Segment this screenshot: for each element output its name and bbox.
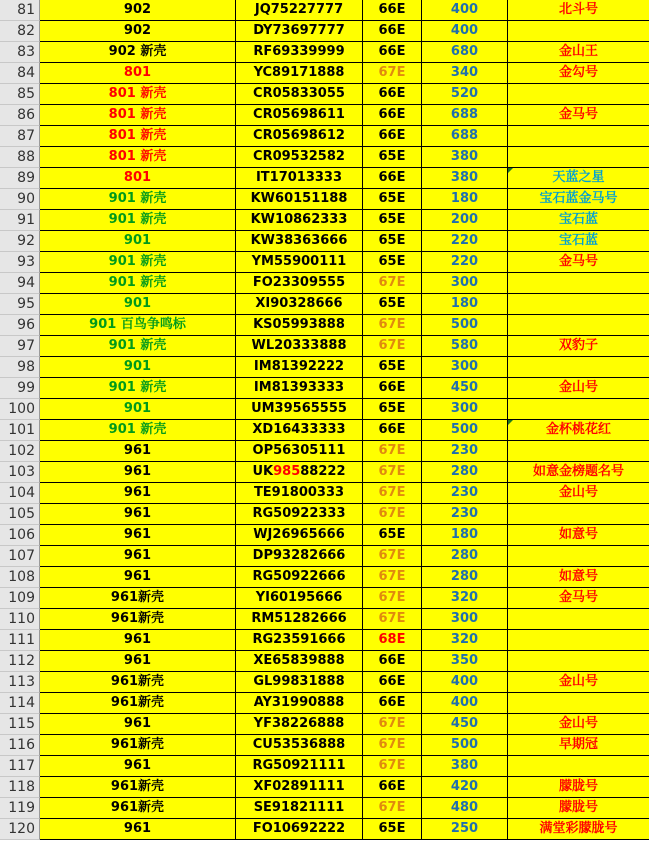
capacity-cell[interactable]: 66E <box>363 168 422 189</box>
row-number[interactable]: 106 <box>0 525 40 546</box>
price-cell[interactable]: 380 <box>422 756 508 777</box>
price-cell[interactable]: 350 <box>422 651 508 672</box>
nickname-cell[interactable]: 双豹子 <box>508 336 649 357</box>
capacity-cell[interactable]: 66E <box>363 42 422 63</box>
model-cell[interactable]: 901 <box>40 399 236 420</box>
table-row[interactable] <box>0 21 649 42</box>
row-number[interactable]: 104 <box>0 483 40 504</box>
nickname-cell[interactable] <box>508 441 649 462</box>
nickname-cell[interactable]: 北斗号 <box>508 0 649 21</box>
model-cell[interactable]: 801 <box>40 168 236 189</box>
table-row[interactable] <box>0 42 649 63</box>
price-cell[interactable]: 280 <box>422 546 508 567</box>
capacity-cell[interactable]: 66E <box>363 378 422 399</box>
price-cell[interactable]: 230 <box>422 441 508 462</box>
row-number[interactable]: 110 <box>0 609 40 630</box>
row-number[interactable]: 92 <box>0 231 40 252</box>
serial-prefix: UK <box>252 464 274 479</box>
serial-cell[interactable]: YC89171888 <box>236 63 363 84</box>
price-cell[interactable]: 420 <box>422 777 508 798</box>
row-number[interactable]: 108 <box>0 567 40 588</box>
row-number[interactable]: 97 <box>0 336 40 357</box>
price-cell[interactable]: 520 <box>422 84 508 105</box>
nickname-cell[interactable]: 金勾号 <box>508 63 649 84</box>
capacity-cell[interactable]: 66E <box>363 0 422 21</box>
nickname-cell[interactable]: 天蓝之星 <box>508 168 649 189</box>
table-row[interactable] <box>0 819 649 840</box>
table-row[interactable] <box>0 84 649 105</box>
model-cell[interactable]: 961新壳 <box>40 672 236 693</box>
model-cell[interactable]: 961 <box>40 462 236 483</box>
serial-cell[interactable]: TE91800333 <box>236 483 363 504</box>
capacity-cell[interactable]: 67E <box>363 441 422 462</box>
nickname-cell[interactable]: 朦胧号 <box>508 777 649 798</box>
capacity-cell[interactable]: 66E <box>363 126 422 147</box>
row-number[interactable]: 91 <box>0 210 40 231</box>
table-row[interactable] <box>0 231 649 252</box>
price-cell[interactable]: 380 <box>422 147 508 168</box>
row-number[interactable]: 86 <box>0 105 40 126</box>
serial-cell[interactable]: CR05833055 <box>236 84 363 105</box>
row-number[interactable]: 116 <box>0 735 40 756</box>
nickname-cell[interactable]: 金山王 <box>508 42 649 63</box>
capacity-cell[interactable]: 65E <box>363 252 422 273</box>
capacity-cell[interactable]: 65E <box>363 294 422 315</box>
serial-cell[interactable]: XD16433333 <box>236 420 363 441</box>
nickname-cell[interactable]: 如意号 <box>508 525 649 546</box>
table-row[interactable] <box>0 189 649 210</box>
row-number[interactable]: 113 <box>0 672 40 693</box>
nickname-cell[interactable]: 宝石蓝金马号 <box>508 189 649 210</box>
model-cell[interactable]: 961 <box>40 630 236 651</box>
serial-cell[interactable]: JQ75227777 <box>236 0 363 21</box>
nickname-cell[interactable]: 金杯桃花红 <box>508 420 649 441</box>
price-cell[interactable]: 320 <box>422 630 508 651</box>
serial-cell[interactable] <box>236 462 363 483</box>
row-number[interactable]: 100 <box>0 399 40 420</box>
serial-cell[interactable]: XE65839888 <box>236 651 363 672</box>
price-cell[interactable]: 180 <box>422 189 508 210</box>
nickname-cell[interactable]: 金马号 <box>508 252 649 273</box>
capacity-cell[interactable]: 66E <box>363 420 422 441</box>
model-cell[interactable]: 801 新壳 <box>40 105 236 126</box>
capacity-cell[interactable]: 67E <box>363 315 422 336</box>
price-cell[interactable]: 500 <box>422 315 508 336</box>
table-row[interactable] <box>0 504 649 525</box>
nickname-cell[interactable] <box>508 504 649 525</box>
serial-cell[interactable]: WJ26965666 <box>236 525 363 546</box>
table-row[interactable] <box>0 336 649 357</box>
capacity-cell[interactable]: 65E <box>363 357 422 378</box>
row-number[interactable]: 103 <box>0 462 40 483</box>
price-cell[interactable]: 400 <box>422 672 508 693</box>
serial-cell[interactable]: GL99831888 <box>236 672 363 693</box>
model-cell[interactable]: 801 新壳 <box>40 84 236 105</box>
capacity-cell[interactable]: 67E <box>363 588 422 609</box>
price-cell[interactable]: 680 <box>422 42 508 63</box>
table-row[interactable] <box>0 105 649 126</box>
row-number[interactable]: 95 <box>0 294 40 315</box>
serial-cell[interactable]: IM81393333 <box>236 378 363 399</box>
nickname-cell[interactable]: 金马号 <box>508 588 649 609</box>
serial-cell[interactable]: RG50922666 <box>236 567 363 588</box>
model-cell[interactable]: 901 <box>40 357 236 378</box>
price-cell[interactable]: 400 <box>422 0 508 21</box>
nickname-cell[interactable]: 金马号 <box>508 105 649 126</box>
table-row[interactable] <box>0 273 649 294</box>
nickname-cell[interactable] <box>508 84 649 105</box>
table-row[interactable] <box>0 399 649 420</box>
row-number[interactable]: 101 <box>0 420 40 441</box>
serial-cell[interactable]: XF02891111 <box>236 777 363 798</box>
row-number[interactable]: 112 <box>0 651 40 672</box>
price-cell[interactable]: 300 <box>422 273 508 294</box>
table-row[interactable] <box>0 651 649 672</box>
model-cell[interactable]: 901 新壳 <box>40 378 236 399</box>
nickname-cell[interactable] <box>508 546 649 567</box>
capacity-cell[interactable]: 67E <box>363 273 422 294</box>
serial-cell[interactable]: UM39565555 <box>236 399 363 420</box>
model-cell[interactable]: 961新壳 <box>40 798 236 819</box>
serial-highlight: 985 <box>273 464 301 479</box>
nickname-cell[interactable] <box>508 126 649 147</box>
model-cell[interactable]: 901 新壳 <box>40 189 236 210</box>
capacity-cell[interactable]: 65E <box>363 147 422 168</box>
nickname-cell[interactable]: 早期冠 <box>508 735 649 756</box>
serial-cell[interactable]: OP56305111 <box>236 441 363 462</box>
row-number[interactable]: 118 <box>0 777 40 798</box>
price-cell[interactable]: 400 <box>422 21 508 42</box>
price-cell[interactable]: 500 <box>422 735 508 756</box>
model-cell[interactable]: 961 <box>40 504 236 525</box>
capacity-cell[interactable]: 65E <box>363 189 422 210</box>
nickname-cell[interactable] <box>508 147 649 168</box>
model-cell[interactable]: 961新壳 <box>40 609 236 630</box>
table-row[interactable] <box>0 252 649 273</box>
serial-cell[interactable]: KW38363666 <box>236 231 363 252</box>
model-cell[interactable]: 961 <box>40 714 236 735</box>
serial-cell[interactable]: WL20333888 <box>236 336 363 357</box>
model-cell[interactable]: 901 <box>40 294 236 315</box>
nickname-cell[interactable] <box>508 609 649 630</box>
table-row[interactable] <box>0 525 649 546</box>
model-cell[interactable]: 801 <box>40 63 236 84</box>
price-cell[interactable]: 220 <box>422 252 508 273</box>
serial-suffix: 88222 <box>300 464 346 479</box>
price-cell[interactable]: 400 <box>422 693 508 714</box>
nickname-cell[interactable] <box>508 651 649 672</box>
table-row[interactable] <box>0 735 649 756</box>
nickname-cell[interactable]: 金山号 <box>508 378 649 399</box>
model-cell[interactable]: 961 <box>40 546 236 567</box>
row-number[interactable]: 84 <box>0 63 40 84</box>
nickname-cell[interactable]: 如意金榜题名号 <box>508 462 649 483</box>
row-number[interactable]: 88 <box>0 147 40 168</box>
nickname-cell[interactable]: 满堂彩朦胧号 <box>508 819 649 840</box>
model-cell[interactable]: 961新壳 <box>40 735 236 756</box>
price-cell[interactable]: 180 <box>422 294 508 315</box>
serial-cell[interactable]: KS05993888 <box>236 315 363 336</box>
row-number[interactable]: 90 <box>0 189 40 210</box>
model-cell[interactable]: 961 <box>40 525 236 546</box>
serial-cell[interactable]: DY73697777 <box>236 21 363 42</box>
table-row[interactable] <box>0 210 649 231</box>
table-row[interactable] <box>0 126 649 147</box>
nickname-cell[interactable] <box>508 399 649 420</box>
model-cell[interactable]: 961 <box>40 483 236 504</box>
nickname-cell[interactable] <box>508 693 649 714</box>
nickname-cell[interactable]: 金山号 <box>508 714 649 735</box>
price-cell[interactable]: 180 <box>422 525 508 546</box>
table-row[interactable] <box>0 0 649 21</box>
capacity-cell[interactable]: 67E <box>363 567 422 588</box>
nickname-cell[interactable]: 金山号 <box>508 483 649 504</box>
row-number[interactable]: 105 <box>0 504 40 525</box>
model-cell[interactable]: 801 新壳 <box>40 126 236 147</box>
serial-cell[interactable]: KW10862333 <box>236 210 363 231</box>
capacity-cell[interactable]: 66E <box>363 21 422 42</box>
price-cell[interactable]: 230 <box>422 504 508 525</box>
nickname-cell[interactable] <box>508 630 649 651</box>
price-cell[interactable]: 480 <box>422 798 508 819</box>
table-row[interactable] <box>0 147 649 168</box>
model-cell[interactable]: 901 新壳 <box>40 336 236 357</box>
capacity-cell[interactable]: 67E <box>363 609 422 630</box>
row-number[interactable]: 114 <box>0 693 40 714</box>
row-number[interactable]: 96 <box>0 315 40 336</box>
model-cell[interactable]: 902 新壳 <box>40 42 236 63</box>
nickname-cell[interactable]: 朦胧号 <box>508 798 649 819</box>
table-row[interactable] <box>0 546 649 567</box>
capacity-cell[interactable]: 67E <box>363 735 422 756</box>
nickname-cell[interactable] <box>508 357 649 378</box>
serial-cell[interactable]: FO23309555 <box>236 273 363 294</box>
row-number[interactable]: 81 <box>0 0 40 21</box>
serial-cell[interactable]: RG23591666 <box>236 630 363 651</box>
capacity-cell[interactable]: 65E <box>363 399 422 420</box>
model-cell[interactable]: 901 <box>40 231 236 252</box>
model-cell[interactable]: 961 <box>40 819 236 840</box>
capacity-cell[interactable]: 65E <box>363 525 422 546</box>
serial-cell[interactable]: CR05698612 <box>236 126 363 147</box>
row-number[interactable]: 119 <box>0 798 40 819</box>
table-row[interactable] <box>0 693 649 714</box>
row-number[interactable]: 115 <box>0 714 40 735</box>
model-cell[interactable]: 902 <box>40 21 236 42</box>
capacity-cell[interactable]: 67E <box>363 504 422 525</box>
row-number[interactable]: 82 <box>0 21 40 42</box>
table-row[interactable] <box>0 777 649 798</box>
nickname-cell[interactable] <box>508 756 649 777</box>
price-cell[interactable]: 220 <box>422 231 508 252</box>
serial-cell[interactable]: SE91821111 <box>236 798 363 819</box>
capacity-cell[interactable]: 65E <box>363 210 422 231</box>
capacity-cell[interactable]: 66E <box>363 777 422 798</box>
serial-cell[interactable]: IT17013333 <box>236 168 363 189</box>
row-number[interactable]: 83 <box>0 42 40 63</box>
model-cell[interactable]: 801 新壳 <box>40 147 236 168</box>
table-row[interactable] <box>0 609 649 630</box>
price-cell[interactable]: 340 <box>422 63 508 84</box>
price-cell[interactable]: 300 <box>422 399 508 420</box>
table-row[interactable] <box>0 63 649 84</box>
row-number[interactable]: 120 <box>0 819 40 840</box>
capacity-cell[interactable]: 66E <box>363 693 422 714</box>
table-row[interactable] <box>0 441 649 462</box>
table-row[interactable] <box>0 315 649 336</box>
model-cell[interactable]: 961 <box>40 651 236 672</box>
price-cell[interactable]: 688 <box>422 126 508 147</box>
capacity-cell[interactable]: 66E <box>363 672 422 693</box>
table-row[interactable] <box>0 567 649 588</box>
serial-cell[interactable]: CR05698611 <box>236 105 363 126</box>
serial-cell[interactable]: AY31990888 <box>236 693 363 714</box>
serial-cell[interactable]: KW60151188 <box>236 189 363 210</box>
serial-cell[interactable]: CR09532582 <box>236 147 363 168</box>
model-cell[interactable]: 902 <box>40 0 236 21</box>
table-row[interactable] <box>0 798 649 819</box>
capacity-cell[interactable]: 66E <box>363 105 422 126</box>
nickname-cell[interactable]: 宝石蓝 <box>508 231 649 252</box>
table-row[interactable] <box>0 357 649 378</box>
capacity-cell[interactable]: 67E <box>363 756 422 777</box>
serial-cell[interactable]: RG50921111 <box>236 756 363 777</box>
price-cell[interactable]: 500 <box>422 420 508 441</box>
row-number[interactable]: 87 <box>0 126 40 147</box>
nickname-cell[interactable]: 金山号 <box>508 672 649 693</box>
price-cell[interactable]: 250 <box>422 819 508 840</box>
price-cell[interactable]: 688 <box>422 105 508 126</box>
capacity-cell[interactable]: 66E <box>363 651 422 672</box>
price-cell[interactable]: 450 <box>422 378 508 399</box>
row-number[interactable]: 94 <box>0 273 40 294</box>
model-cell[interactable]: 961新壳 <box>40 588 236 609</box>
price-cell[interactable]: 300 <box>422 357 508 378</box>
serial-cell[interactable]: FO10692222 <box>236 819 363 840</box>
capacity-cell[interactable]: 67E <box>363 798 422 819</box>
capacity-cell[interactable]: 67E <box>363 714 422 735</box>
table-row[interactable] <box>0 483 649 504</box>
table-row[interactable] <box>0 294 649 315</box>
table-row[interactable] <box>0 672 649 693</box>
price-cell[interactable]: 230 <box>422 483 508 504</box>
row-number[interactable]: 107 <box>0 546 40 567</box>
serial-cell[interactable]: XI90328666 <box>236 294 363 315</box>
serial-cell[interactable]: YF38226888 <box>236 714 363 735</box>
price-cell[interactable]: 300 <box>422 609 508 630</box>
table-row[interactable] <box>0 756 649 777</box>
model-cell[interactable]: 961新壳 <box>40 693 236 714</box>
table-row[interactable] <box>0 630 649 651</box>
price-cell[interactable]: 320 <box>422 588 508 609</box>
capacity-cell[interactable]: 65E <box>363 819 422 840</box>
model-cell[interactable]: 901 新壳 <box>40 252 236 273</box>
price-cell[interactable]: 200 <box>422 210 508 231</box>
row-number[interactable]: 102 <box>0 441 40 462</box>
table-row[interactable] <box>0 378 649 399</box>
capacity-cell[interactable]: 66E <box>363 84 422 105</box>
nickname-cell[interactable] <box>508 273 649 294</box>
price-cell[interactable]: 450 <box>422 714 508 735</box>
nickname-cell[interactable]: 宝石蓝 <box>508 210 649 231</box>
capacity-cell[interactable]: 67E <box>363 63 422 84</box>
table-row[interactable] <box>0 168 649 189</box>
capacity-cell[interactable]: 65E <box>363 231 422 252</box>
serial-cell[interactable]: RF69339999 <box>236 42 363 63</box>
nickname-cell[interactable] <box>508 21 649 42</box>
price-cell[interactable]: 280 <box>422 567 508 588</box>
row-number[interactable]: 111 <box>0 630 40 651</box>
row-number[interactable]: 117 <box>0 756 40 777</box>
table-row[interactable] <box>0 420 649 441</box>
price-cell[interactable]: 280 <box>422 462 508 483</box>
model-cell[interactable]: 901 百鸟争鸣标 <box>40 315 236 336</box>
table-row[interactable] <box>0 588 649 609</box>
table-row[interactable] <box>0 462 649 483</box>
capacity-cell[interactable]: 67E <box>363 462 422 483</box>
row-number[interactable]: 98 <box>0 357 40 378</box>
nickname-cell[interactable] <box>508 315 649 336</box>
serial-cell[interactable]: RG50922333 <box>236 504 363 525</box>
model-cell[interactable]: 961新壳 <box>40 777 236 798</box>
serial-cell[interactable]: YM55900111 <box>236 252 363 273</box>
model-cell[interactable]: 901 新壳 <box>40 210 236 231</box>
serial-cell[interactable]: DP93282666 <box>236 546 363 567</box>
model-cell[interactable]: 961 <box>40 756 236 777</box>
nickname-cell[interactable]: 如意号 <box>508 567 649 588</box>
row-number[interactable]: 85 <box>0 84 40 105</box>
row-number[interactable]: 109 <box>0 588 40 609</box>
capacity-cell[interactable]: 67E <box>363 336 422 357</box>
serial-cell[interactable]: CU53536888 <box>236 735 363 756</box>
row-number[interactable]: 93 <box>0 252 40 273</box>
nickname-cell[interactable] <box>508 294 649 315</box>
price-cell[interactable]: 580 <box>422 336 508 357</box>
row-number[interactable]: 89 <box>0 168 40 189</box>
row-number[interactable]: 99 <box>0 378 40 399</box>
price-cell[interactable]: 380 <box>422 168 508 189</box>
serial-cell[interactable]: YI60195666 <box>236 588 363 609</box>
serial-cell[interactable]: IM81392222 <box>236 357 363 378</box>
model-cell[interactable]: 961 <box>40 441 236 462</box>
model-cell[interactable]: 961 <box>40 567 236 588</box>
model-cell[interactable]: 901 新壳 <box>40 273 236 294</box>
capacity-cell[interactable]: 68E <box>363 630 422 651</box>
table-row[interactable] <box>0 714 649 735</box>
model-cell[interactable]: 901 新壳 <box>40 420 236 441</box>
capacity-cell[interactable]: 67E <box>363 546 422 567</box>
capacity-cell[interactable]: 67E <box>363 483 422 504</box>
serial-cell[interactable]: RM51282666 <box>236 609 363 630</box>
